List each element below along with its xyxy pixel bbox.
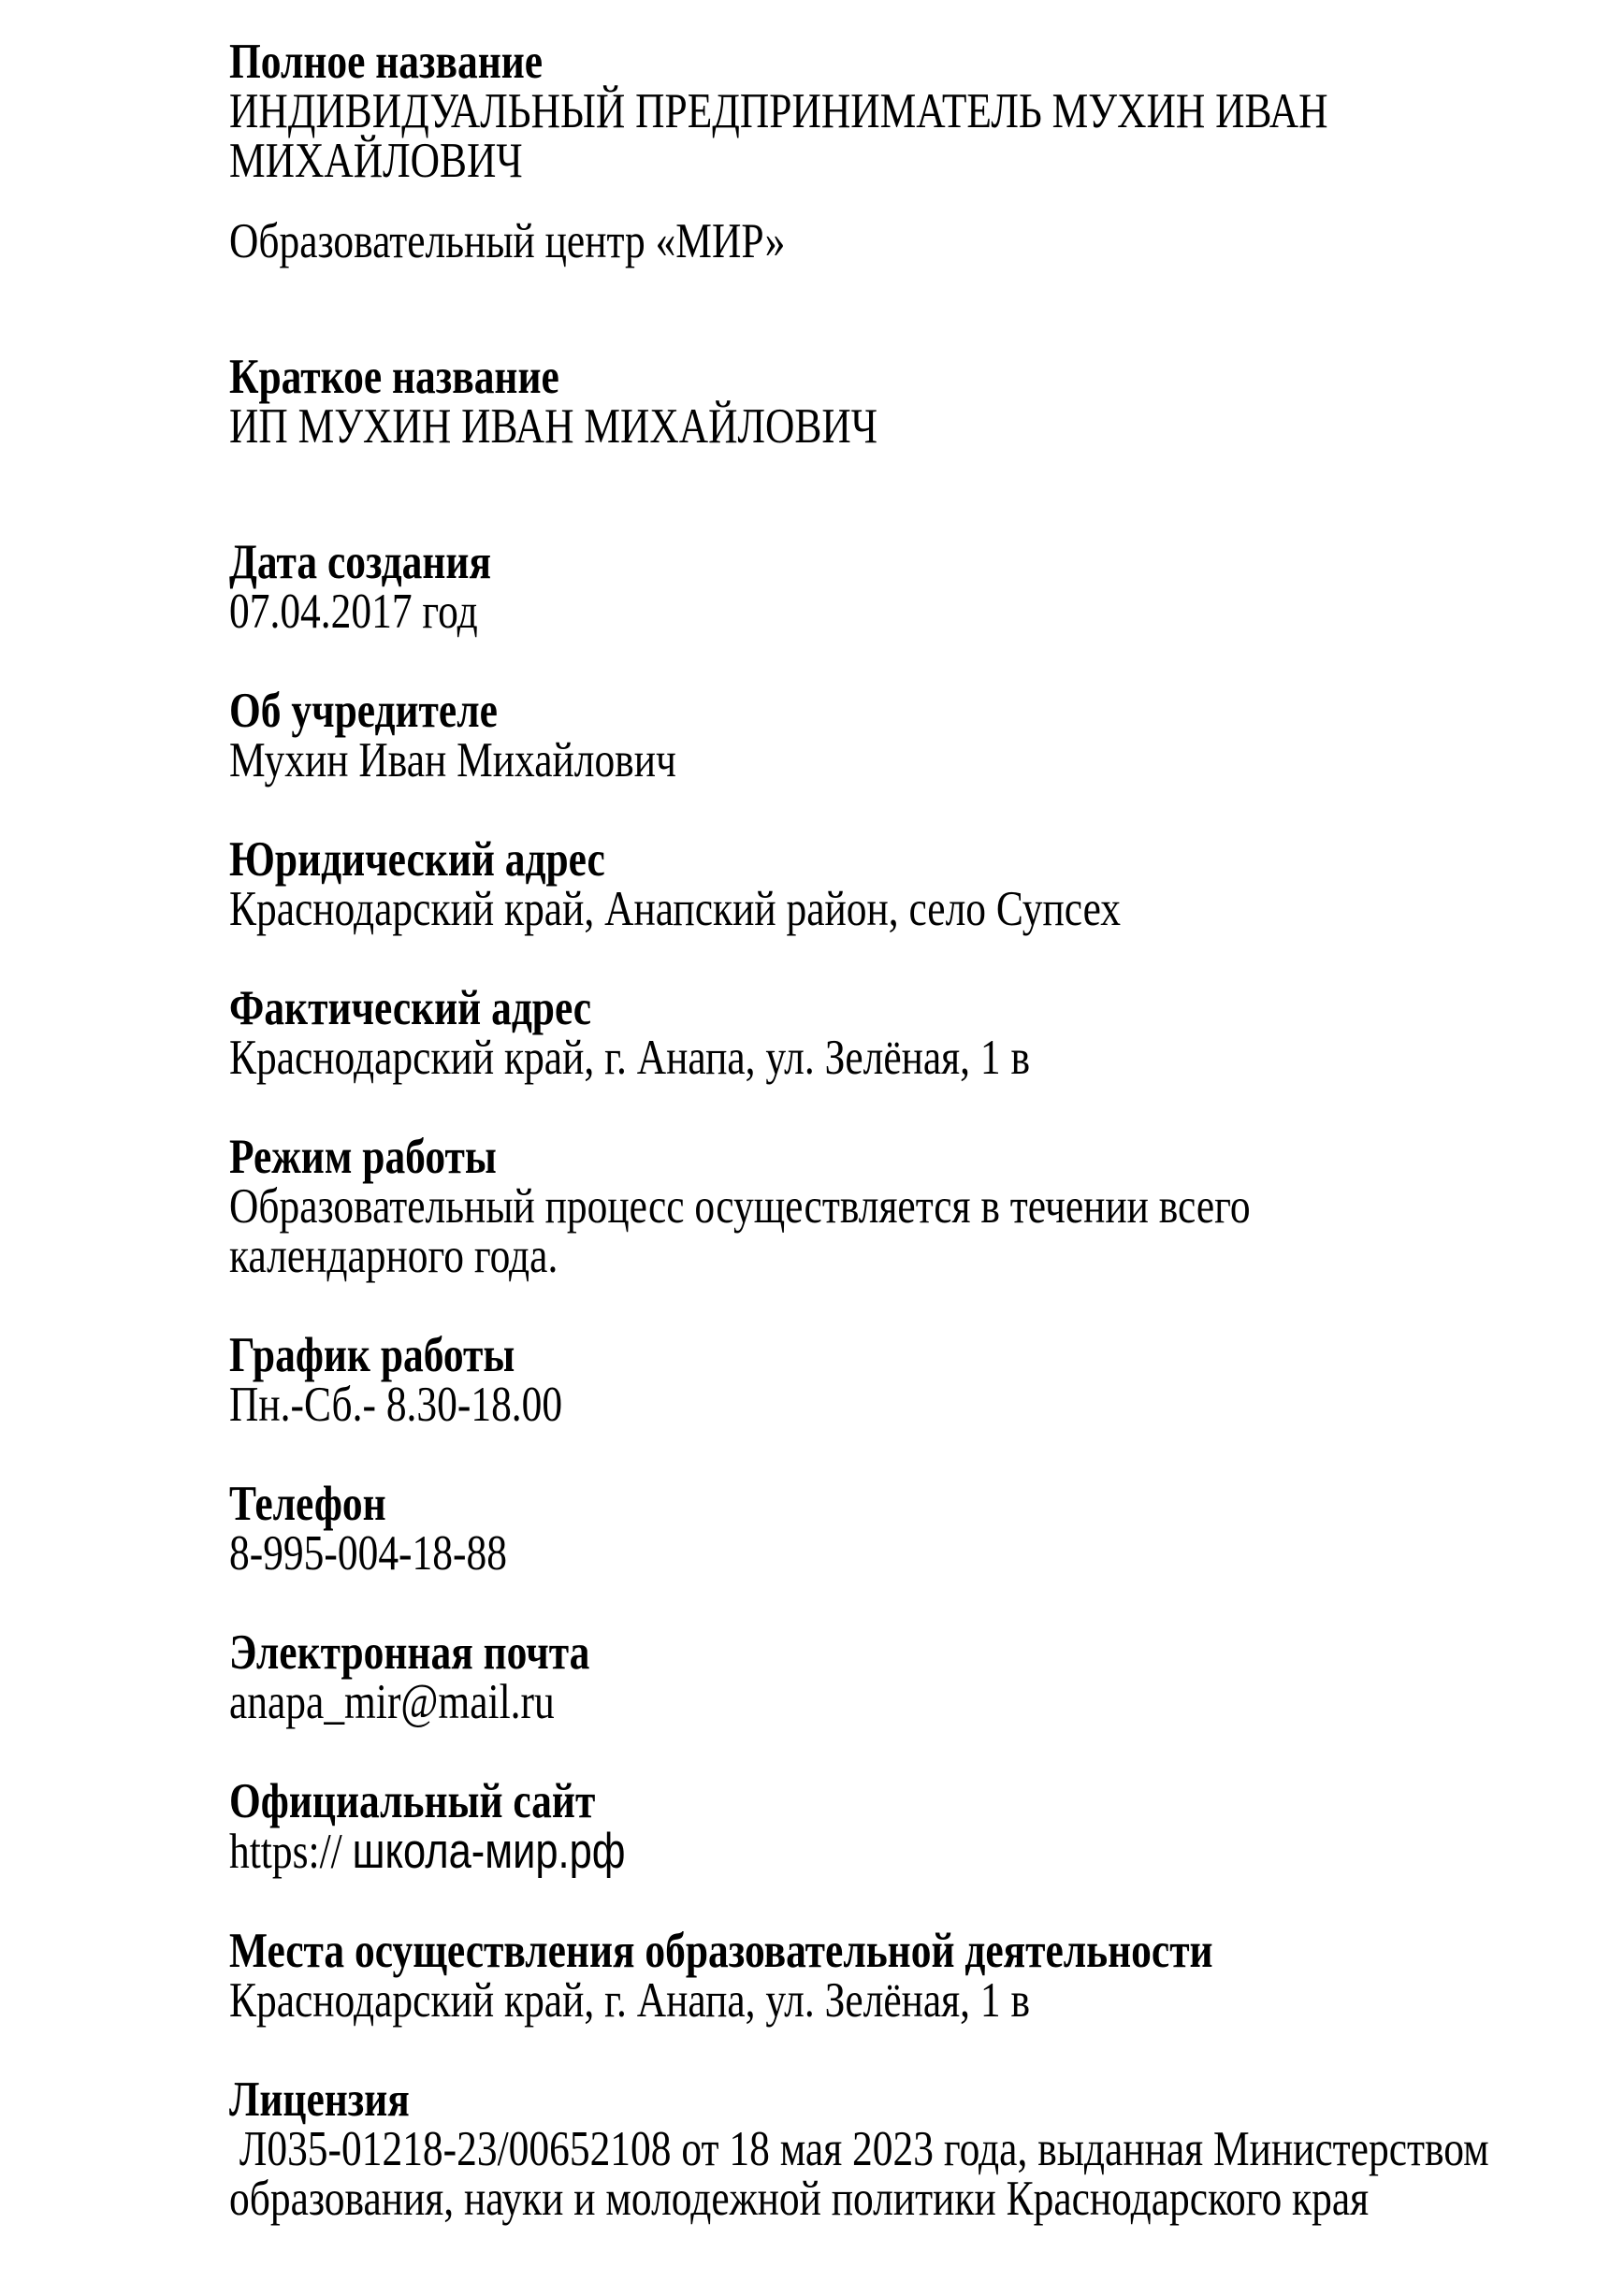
work-mode-heading: Режим работы <box>229 1130 497 1184</box>
work-schedule-paragraph <box>229 1380 1595 1430</box>
creation-date-text-line: 07.04.2017 год <box>229 585 478 639</box>
section-actual-address <box>229 981 1595 1085</box>
section-activity-places <box>229 1924 1595 2028</box>
phone-heading: Телефон <box>229 1477 386 1531</box>
license-paragraph <box>229 2122 1595 2226</box>
phone-paragraph <box>229 1526 1595 1581</box>
section-work-mode <box>229 1130 1595 1283</box>
section-creation-date <box>229 535 1595 639</box>
section-legal-address <box>229 832 1595 936</box>
email-text-line: anapa_mir@mail.ru <box>229 1675 555 1729</box>
actual-address-heading: Фактический адрес <box>229 981 592 1035</box>
license-text-line: Л035-01218-23/00652108 от 18 мая 2023 года, выданная Министерством <box>229 2122 1489 2176</box>
section-work-schedule <box>229 1328 1595 1432</box>
license-text-line: образования, науки и молодежной политики Краснодарского края <box>229 2172 1370 2226</box>
email-paragraph <box>229 1675 1595 1729</box>
founder-paragraph <box>229 733 1595 787</box>
activity-places-text-line: Краснодарский край, г. Анапа, ул. Зелёная, 1 в <box>229 1973 1031 2028</box>
creation-date-paragraph <box>229 587 1595 637</box>
full-name-text-line: ИНДИВИДУАЛЬНЫЙ ПРЕДПРИНИМАТЕЛЬ МУХИН ИВАН <box>229 84 1328 138</box>
short-name-paragraph <box>229 399 1595 454</box>
section-short-name <box>229 350 1595 454</box>
work-mode-text-line: Образовательный процесс осуществляется в течении всего <box>229 1179 1251 1234</box>
section-email <box>229 1625 1595 1729</box>
work-mode-text-line: календарного года. <box>229 1229 558 1283</box>
actual-address-text-line: Краснодарский край, г. Анапа, ул. Зелёная, 1 в <box>229 1031 1031 1085</box>
full-name-heading: Полное название <box>229 35 544 89</box>
founder-text-line: Мухин Иван Михайлович <box>229 733 676 787</box>
license-heading: Лицензия <box>229 2072 410 2127</box>
section-license <box>229 2072 1595 2226</box>
legal-address-paragraph <box>229 882 1595 936</box>
work-schedule-text-line: Пн.-Сб.- 8.30-18.00 <box>229 1378 563 1432</box>
actual-address-paragraph <box>229 1033 1595 1083</box>
legal-address-text-line: Краснодарский край, Анапский район, село Супсех <box>229 882 1122 936</box>
website-text-run: https:// <box>229 1825 353 1879</box>
full-name-paragraph <box>229 214 1595 268</box>
section-website <box>229 1774 1595 1879</box>
phone-text-line: 8-995-004-18-88 <box>229 1526 507 1581</box>
website-paragraph <box>229 1824 1595 1879</box>
activity-places-heading: Места осуществления образовательной деятельности <box>229 1924 1213 1978</box>
short-name-heading: Краткое название <box>229 350 559 404</box>
document-content <box>229 37 1595 2224</box>
creation-date-heading: Дата создания <box>229 535 491 589</box>
website-text-run: школа-мир.рф <box>352 1824 626 1879</box>
email-heading: Электронная почта <box>229 1625 590 1680</box>
full-name-text-line: МИХАЙЛОВИЧ <box>229 134 523 188</box>
activity-places-paragraph <box>229 1973 1595 2028</box>
section-phone <box>229 1477 1595 1581</box>
section-founder <box>229 686 1595 786</box>
full-name-paragraph <box>229 84 1595 188</box>
website-heading: Официальный сайт <box>229 1774 596 1828</box>
work-schedule-heading: График работы <box>229 1328 515 1382</box>
full-name-text-line: Образовательный центр «МИР» <box>229 214 786 268</box>
legal-address-heading: Юридический адрес <box>229 832 605 887</box>
founder-heading: Об учредителе <box>229 684 498 738</box>
section-full-name <box>229 37 1595 267</box>
short-name-text-line: ИП МУХИН ИВАН МИХАЙЛОВИЧ <box>229 399 878 454</box>
website-text-line <box>229 1824 1595 1879</box>
work-mode-paragraph <box>229 1179 1595 1283</box>
